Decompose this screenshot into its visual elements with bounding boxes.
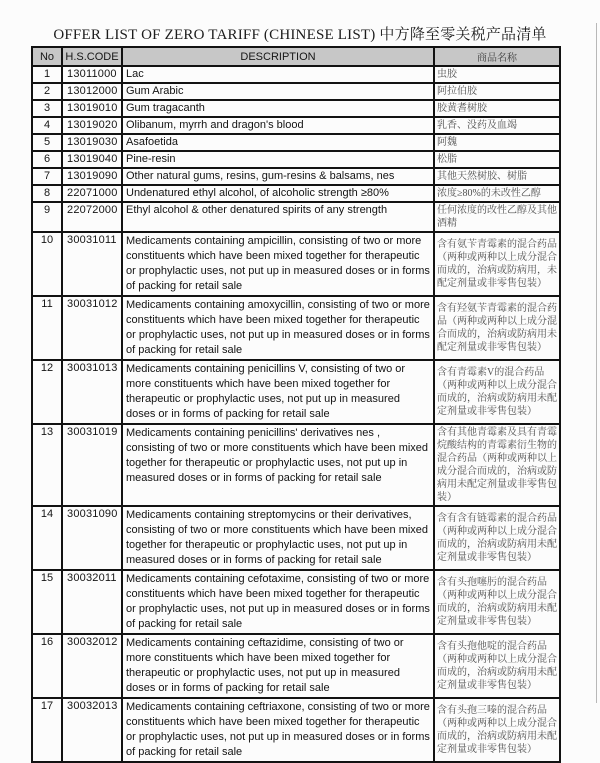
product-name-cn-cell: 乳香、没药及血竭 bbox=[434, 117, 560, 134]
hs-code-cell: 30032013 bbox=[62, 698, 122, 762]
hs-code-cell: 13019020 bbox=[62, 117, 122, 134]
description-cell: Medicaments containing penicillins V, consisting of two or more constituents which have been mixed together for therapeutic or prophylactic uses, not put up in measured doses or in forms of packing for retail sale bbox=[122, 360, 434, 424]
row-number-cell: 16 bbox=[32, 634, 62, 698]
hs-code-cell: 13012000 bbox=[62, 83, 122, 100]
row-number-cell: 13 bbox=[32, 424, 62, 506]
row-number-cell: 14 bbox=[32, 506, 62, 570]
product-name-cn-cell: 阿魏 bbox=[434, 134, 560, 151]
product-name-cn-cell: 其他天然树胶、树脂 bbox=[434, 168, 560, 185]
product-name-cn-cell: 阿拉伯胶 bbox=[434, 83, 560, 100]
table-row bbox=[32, 168, 560, 185]
row-number-cell: 5 bbox=[32, 134, 62, 151]
row-number-cell: 1 bbox=[32, 66, 62, 83]
product-name-cn-cell: 含有羟氨苄青霉素的混合药品（两种或两种以上成分混合而成的，治病或防病用未配定剂量或非零售包装） bbox=[434, 296, 560, 360]
description-cell: Other natural gums, resins, gum-resins & balsams, nes bbox=[122, 168, 434, 185]
description-cell: Medicaments containing ceftriaxone, consisting of two or more constituents which have been mixed together for therapeutic or prophylactic uses, not put up in measured doses or in forms of packing for retail sale bbox=[122, 698, 434, 762]
page-title: OFFER LIST OF ZERO TARIFF (CHINESE LIST) 中方降至零关税产品清单 bbox=[53, 27, 547, 43]
description-cell: Medicaments containing ceftazidime, consisting of two or more constituents which have been mixed together for therapeutic or prophylactic uses, not put up in measured doses or in forms of packing for retail sale bbox=[122, 634, 434, 698]
description-cell: Medicaments containing cefotaxime, consisting of two or more constituents which have been mixed together for therapeutic or prophylactic uses, not put up in measured doses or in forms of packing for retail sale bbox=[122, 570, 434, 634]
table-row bbox=[32, 185, 560, 202]
description-cell: Pine-resin bbox=[122, 151, 434, 168]
table-header bbox=[32, 47, 560, 66]
hs-code-cell: 30032012 bbox=[62, 634, 122, 698]
table-row bbox=[32, 506, 560, 570]
table-row bbox=[32, 360, 560, 424]
row-number-cell: 6 bbox=[32, 151, 62, 168]
table-header-row bbox=[32, 47, 560, 66]
product-name-cn-cell: 虫胶 bbox=[434, 66, 560, 83]
row-number-cell: 3 bbox=[32, 100, 62, 117]
header-hs-code: H.S.CODE bbox=[62, 47, 122, 66]
table-row bbox=[32, 634, 560, 698]
product-name-cn-cell: 含有其他青霉素及具有青霉烷酸结构的青霉素衍生物的混合药品（两种或两种以上成分混合而成的，治病或防病用未配定剂量或非零售包装） bbox=[434, 424, 560, 506]
row-number-cell: 12 bbox=[32, 360, 62, 424]
hs-code-cell: 13019090 bbox=[62, 168, 122, 185]
product-name-cn-cell: 任何浓度的改性乙醇及其他酒精 bbox=[434, 202, 560, 232]
table-row bbox=[32, 134, 560, 151]
hs-code-cell: 22072000 bbox=[62, 202, 122, 232]
table-row bbox=[32, 117, 560, 134]
table-row bbox=[32, 698, 560, 762]
description-cell: Medicaments containing penicillins' derivatives nes , consisting of two or more constituents which have been mixed together for therapeutic or prophylactic uses, not put up in measured doses or in forms of packing for retail sale bbox=[122, 424, 434, 506]
description-cell: Olibanum, myrrh and dragon's blood bbox=[122, 117, 434, 134]
row-number-cell: 10 bbox=[32, 232, 62, 296]
table-row bbox=[32, 202, 560, 232]
hs-code-cell: 13019030 bbox=[62, 134, 122, 151]
table-row bbox=[32, 570, 560, 634]
hs-code-cell: 22071000 bbox=[62, 185, 122, 202]
description-cell: Gum tragacanth bbox=[122, 100, 434, 117]
hs-code-cell: 30031090 bbox=[62, 506, 122, 570]
product-name-cn-cell: 含有头孢他啶的混合药品（两种或两种以上成分混合而成的，治病或防病用未配定剂量或非零售包装） bbox=[434, 634, 560, 698]
row-number-cell: 17 bbox=[32, 698, 62, 762]
row-number-cell: 15 bbox=[32, 570, 62, 634]
description-cell: Lac bbox=[122, 66, 434, 83]
hs-code-cell: 30031019 bbox=[62, 424, 122, 506]
table-row bbox=[32, 83, 560, 100]
header-product-name-cn: 商品名称 bbox=[434, 47, 560, 66]
row-number-cell: 2 bbox=[32, 83, 62, 100]
hs-code-cell: 13011000 bbox=[62, 66, 122, 83]
product-name-cn-cell: 胶黄耆树胶 bbox=[434, 100, 560, 117]
hs-code-cell: 13019040 bbox=[62, 151, 122, 168]
description-cell: Medicaments containing ampicillin, consisting of two or more constituents which have been mixed together for therapeutic or prophylactic uses, not put up in measured doses or in forms of packing for retail sale bbox=[122, 232, 434, 296]
product-name-cn-cell: 浓度≥80%的未改性乙醇 bbox=[434, 185, 560, 202]
description-cell: Gum Arabic bbox=[122, 83, 434, 100]
hs-code-cell: 13019010 bbox=[62, 100, 122, 117]
table-row bbox=[32, 296, 560, 360]
hs-code-cell: 30032011 bbox=[62, 570, 122, 634]
row-number-cell: 7 bbox=[32, 168, 62, 185]
table-row bbox=[32, 66, 560, 83]
product-name-cn-cell: 含有含有链霉素的混合药品（两种或两种以上成分混合而成的，治病或防病用未配定剂量或非零售包装） bbox=[434, 506, 560, 570]
description-cell: Medicaments containing amoxycillin, consisting of two or more constituents which have been mixed together for therapeutic or prophylactic uses, not put up in measured doses or in forms of packing for retail sale bbox=[122, 296, 434, 360]
hs-code-cell: 30031013 bbox=[62, 360, 122, 424]
row-number-cell: 11 bbox=[32, 296, 62, 360]
row-number-cell: 4 bbox=[32, 117, 62, 134]
product-name-cn-cell: 含有青霉素V的混合药品（两种或两种以上成分混合而成的，治病或防病用未配定剂量或非零售包装） bbox=[434, 360, 560, 424]
product-name-cn-cell: 松脂 bbox=[434, 151, 560, 168]
table-row bbox=[32, 424, 560, 506]
product-name-cn-cell: 含有头孢噻肟的混合药品（两种或两种以上成分混合而成的，治病或防病用未配定剂量或非零售包装） bbox=[434, 570, 560, 634]
hs-code-cell: 30031011 bbox=[62, 232, 122, 296]
table-body bbox=[32, 66, 560, 762]
header-description: DESCRIPTION bbox=[122, 47, 434, 66]
description-cell: Asafoetida bbox=[122, 134, 434, 151]
table-row bbox=[32, 232, 560, 296]
row-number-cell: 9 bbox=[32, 202, 62, 232]
table-row bbox=[32, 100, 560, 117]
document-page bbox=[0, 23, 600, 763]
page-edge-line bbox=[596, 23, 597, 703]
description-cell: Ethyl alcohol & other denatured spirits of any strength bbox=[122, 202, 434, 232]
description-cell: Medicaments containing streptomycins or their derivatives, consisting of two or more constituents which have been mixed together for therapeutic or prophylactic uses, not put up in measured doses or in forms of packing for retail sale bbox=[122, 506, 434, 570]
description-cell: Undenatured ethyl alcohol, of alcoholic strength ≥80% bbox=[122, 185, 434, 202]
product-name-cn-cell: 含有头孢三嗪的混合药品（两种或两种以上成分混合而成的，治病或防病用未配定剂量或非零售包装） bbox=[434, 698, 560, 762]
row-number-cell: 8 bbox=[32, 185, 62, 202]
table-row bbox=[32, 151, 560, 168]
product-name-cn-cell: 含有氨苄青霉素的混合药品（两种或两种以上成分混合而成的，治病或防病用，未配定剂量或非零售包装） bbox=[434, 232, 560, 296]
offer-list-table bbox=[31, 46, 561, 763]
hs-code-cell: 30031012 bbox=[62, 296, 122, 360]
header-no: No bbox=[32, 47, 62, 66]
